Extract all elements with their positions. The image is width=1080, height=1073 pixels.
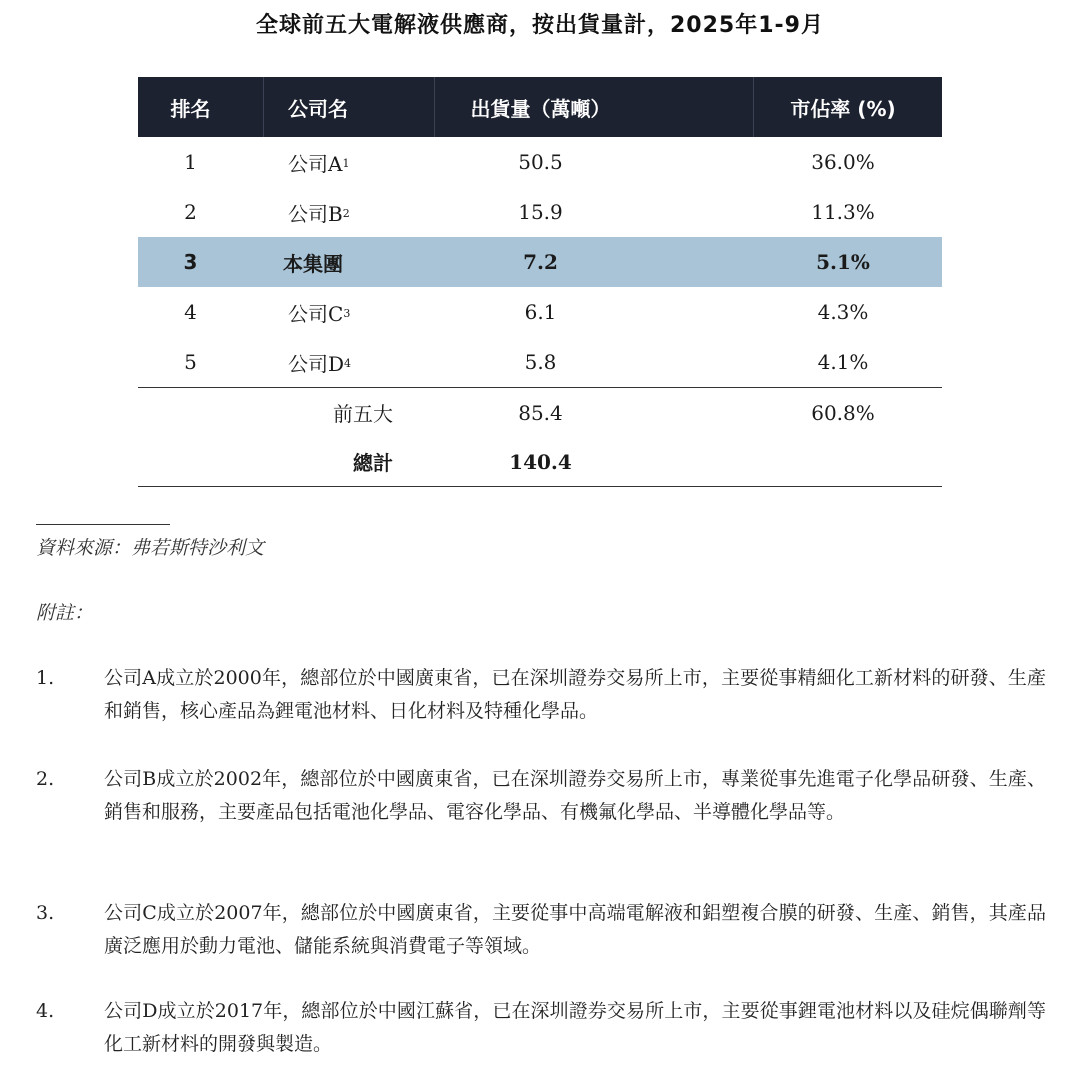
- table-row-highlighted: [138, 237, 942, 287]
- share-cell: 11.3%: [811, 200, 875, 224]
- footnote-item: [36, 763, 1046, 829]
- footnote-text: 公司B成立於2002年，總部位於中國廣東省，已在深圳證券交易所上市，專業從事先進電子化學品研發、生產、銷售和服務，主要產品包括電池化學品、電容化學品、有機氟化學品、半導體化學品等。: [104, 768, 1046, 823]
- table-row: [138, 187, 942, 237]
- source-note: 資料來源：弗若斯特沙利文: [36, 537, 265, 559]
- notes-heading: 附註：: [36, 602, 94, 624]
- footnote-text: 公司D成立於2017年，總部位於中國江蘇省，已在深圳證券交易所上市，主要從事鋰電池材料以及硅烷偶聯劑等化工新材料的開發與製造。: [104, 1000, 1046, 1055]
- volume-cell: 5.8: [524, 350, 557, 374]
- total-row: [138, 437, 942, 487]
- table-row: [138, 137, 942, 187]
- source-divider: [36, 524, 170, 525]
- top5-row: [138, 387, 942, 437]
- rank-cell: 3: [183, 250, 198, 274]
- total-label: 總計: [353, 451, 393, 475]
- volume-cell: 50.5: [518, 150, 563, 174]
- document-title: 全球前五大電解液供應商，按出貨量計，2025年1-9月: [256, 13, 824, 38]
- header-volume: 出貨量（萬噸）: [470, 96, 611, 121]
- total-share: [753, 437, 933, 486]
- table-row: [138, 337, 942, 387]
- footnote-text: 公司A成立於2000年，總部位於中國廣東省，已在深圳證券交易所上市，主要從事精細化工新材料的研發、生產和銷售，核心產品為鋰電池材料、日化材料及特種化學品。: [104, 667, 1046, 722]
- company-cell: 公司A 1: [288, 151, 350, 176]
- rank-cell: 4: [184, 300, 197, 324]
- rank-cell: 2: [184, 200, 197, 224]
- footnote-text: 公司C成立於2007年，總部位於中國廣東省，主要從事中高端電解液和鋁塑複合膜的研發、生產、銷售，其產品廣泛應用於動力電池、儲能系統與消費電子等領域。: [104, 902, 1046, 957]
- total-volume: 140.4: [509, 449, 572, 474]
- company-cell: 公司B 2: [288, 201, 350, 226]
- supplier-table: [138, 77, 942, 487]
- top5-volume: 85.4: [518, 400, 563, 425]
- company-cell: 公司D 4: [288, 351, 352, 376]
- volume-cell: 15.9: [518, 200, 563, 224]
- table-row: [138, 287, 942, 337]
- rank-cell: 1: [184, 150, 197, 174]
- header-divider: [434, 77, 435, 137]
- volume-cell: 7.2: [523, 250, 558, 274]
- share-cell: 4.1%: [817, 350, 869, 374]
- company-cell: 公司C 3: [288, 301, 351, 326]
- company-cell: 本集團: [283, 251, 343, 276]
- footnote-number: 1.: [36, 667, 55, 689]
- rank-cell: 5: [184, 350, 197, 374]
- footnote-number: 3.: [36, 902, 55, 924]
- header-company: 公司名: [288, 96, 348, 121]
- volume-cell: 6.1: [524, 300, 557, 324]
- share-cell: 36.0%: [811, 150, 875, 174]
- footnote-item: [36, 662, 1046, 728]
- share-cell: 4.3%: [817, 300, 869, 324]
- top5-share: 60.8%: [811, 400, 875, 425]
- footnote-number: 2.: [36, 768, 55, 790]
- footnote-item: [36, 897, 1046, 963]
- header-share: 市佔率 (%): [790, 96, 896, 121]
- top5-label: 前五大: [333, 402, 393, 426]
- footnote-number: 4.: [36, 1000, 55, 1022]
- table-header: [138, 77, 942, 137]
- share-cell: 5.1%: [816, 250, 870, 274]
- header-rank: 排名: [170, 96, 211, 121]
- footnote-item: [36, 995, 1046, 1061]
